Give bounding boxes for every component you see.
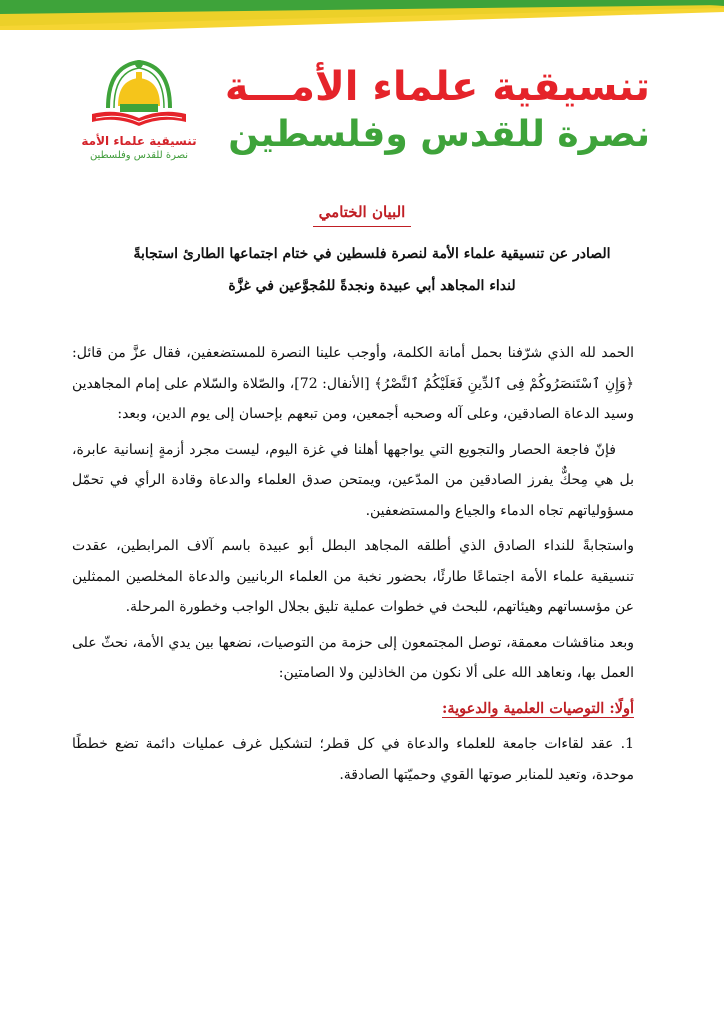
section-heading-first (72, 694, 634, 725)
organization-logo (78, 56, 200, 168)
statement-title: البيان الختامي (318, 203, 406, 221)
statement-subtitle-line2: لنداء المجاهد أبي عبيدة ونجدةً للمُجوَّعين في غزَّة (228, 278, 516, 294)
statement-subtitle (92, 238, 652, 302)
logo-text-line1: تنسيقية علماء الأمة (81, 134, 197, 148)
statement-body (72, 338, 634, 795)
body-paragraph-response: واستجابةً للنداء الصادق الذي أطلقه المجاهد البطل أبو عبيدة باسم آلاف المرابطين، عقدت تنسيقية علماء الأمة اجتماعًا طارئًا، بحضور نخبة من العلماء الربانيين والدعاة المخلصين الممثلين عن مؤسساتهم وهيئاتهم، للبحث في خطوات عملية تليق بجلال الواجب وخطورة المرحلة. (72, 538, 634, 615)
page-header (0, 50, 724, 170)
body-paragraph-recommendations: وبعد مناقشات معمقة، توصل المجتمعون إلى حزمة من التوصيات، نضعها بين يدي الأمة، نحثّ على العمل بها، ونعاهد الله على ألا نكون من الخاذلين ولا الصامتين: (72, 634, 634, 681)
top-yellow-stripe (0, 0, 724, 30)
organization-subtitle: نصرة للقدس وفلسطين (228, 114, 650, 155)
statement-title-underline (313, 226, 411, 227)
recommendation-item-1: 1. عقد لقاءات جامعة للعلماء والدعاة في كل قطر؛ لتشكيل غرف عمليات دائمة تضع خططًا موحدة، وتعيد للمنابر صوتها القوي وحميّتها الصادقة. (72, 736, 634, 783)
organization-title: تنسيقية علماء الأمـــة (224, 64, 650, 110)
dome-logo-icon (78, 56, 200, 136)
statement-subtitle-line1: الصادر عن تنسيقية علماء الأمة لنصرة فلسطين في ختام اجتماعها الطارئ استجابةً (133, 246, 611, 262)
logo-text-line2: نصرة للقدس وفلسطين (89, 150, 189, 161)
body-paragraph-intro: الحمد لله الذي شرّفنا بحمل أمانة الكلمة، وأوجب علينا النصرة للمستضعفين، فقال عزَّ من قائل: ﴿وَإِنِ ٱسْتَنصَرُوكُمْ فِى ٱلدِّينِ فَعَلَيْكُمُ ٱلنَّصْرُ﴾ [الأنفال: 72]، والصّلاة والسّلام على إمام المجاهدين وسيد الدعاة الصادقين، وعلى آله وصحبه أجمعين، ومن تبعهم بإحسان إلى يوم الدين، وبعد: (72, 345, 634, 422)
body-paragraph-gaza: فإنّ فاجعة الحصار والتجويع التي يواجهها أهلنا في غزة اليوم، ليست مجرد أزمةٍ إنسانية عابرة، بل هي مِحكٌّ يفرز الصادقين من المدّعين، ويمتحن صدق العلماء والدعاة وقادة الرأي في تحمّل مسؤولياتهم تجاه الدماء والجياع والمستضعفين. (72, 441, 634, 519)
section-heading-text: أولًا: التوصيات العلمية والدعوية: (441, 699, 634, 717)
